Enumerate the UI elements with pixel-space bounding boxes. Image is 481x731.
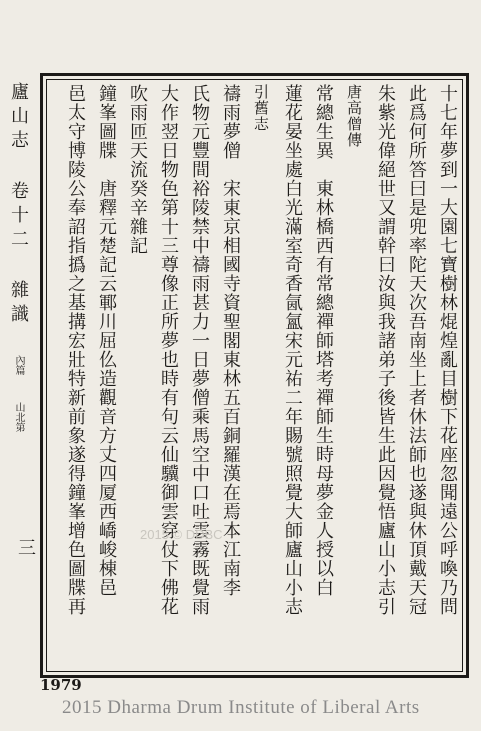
text-column-1: 十七年夢到一大園七寶樹林焜煌亂目樹下花座忽聞遠公呼喚乃問 xyxy=(437,84,458,616)
credit-line: 2015 Dharma Drum Institute of Liberal Arts xyxy=(62,697,420,718)
text-column-3: 朱紫光偉絕世又謂幹曰汝與我諸弟子後皆生此因覺悟廬山小志引 xyxy=(375,84,396,616)
text-column-11: 吹雨匝天流癸辛雜記 xyxy=(127,84,148,255)
text-column-4: 唐高僧傳 xyxy=(345,84,363,148)
spine-sub-left: 內篇 xyxy=(13,355,24,375)
watermark: 2015 © DDBC xyxy=(140,527,223,542)
text-column-7: 引舊志 xyxy=(252,84,270,132)
text-column-12: 鐘峯圖牒 唐釋元楚記云鄆川屈仫造觀音方丈四厦西嶠峻棟邑 xyxy=(96,84,117,597)
text-column-2: 此爲何所答曰是兜率陀天次吾南坐上者休法師也遂與休頂戴天冠 xyxy=(406,84,427,616)
text-column-13: 邑太守博陵公奉詔指撝之基搆宏壯特新前象遂得鐘峯增色圖牒再 xyxy=(65,84,86,616)
spine-sub-right: 山北第 xyxy=(13,402,24,432)
spine-volume: 卷十二 xyxy=(8,181,29,253)
page-number: 1979 xyxy=(40,676,82,694)
text-column-5: 常總生異 東林橋西有常總禪師塔考禪師生時母夢金人授以白 xyxy=(313,84,334,597)
spine-leaf: 三 xyxy=(15,538,36,556)
text-column-9: 氏物元豐間裕陵禁中禱雨甚力一日夢僧乘馬空中口吐雲霧既覺雨 xyxy=(189,84,210,616)
spine-margin xyxy=(6,82,30,432)
spine-title: 廬山志 xyxy=(8,82,29,154)
text-column-8: 禱雨夢僧 宋東京相國寺資聖閣東林五百銅羅漢在焉本江南李 xyxy=(220,84,241,597)
text-column-10: 大作翌日物色第十三尊像正所夢也時有句云仙驥御雲穿仗下佛花 xyxy=(158,84,179,616)
text-column-6: 蓮花晏坐處白光滿室奇香氤氳宋元祐二年賜號照覺大師廬山小志 xyxy=(282,84,303,616)
spine-section: 雜識 xyxy=(8,280,29,328)
